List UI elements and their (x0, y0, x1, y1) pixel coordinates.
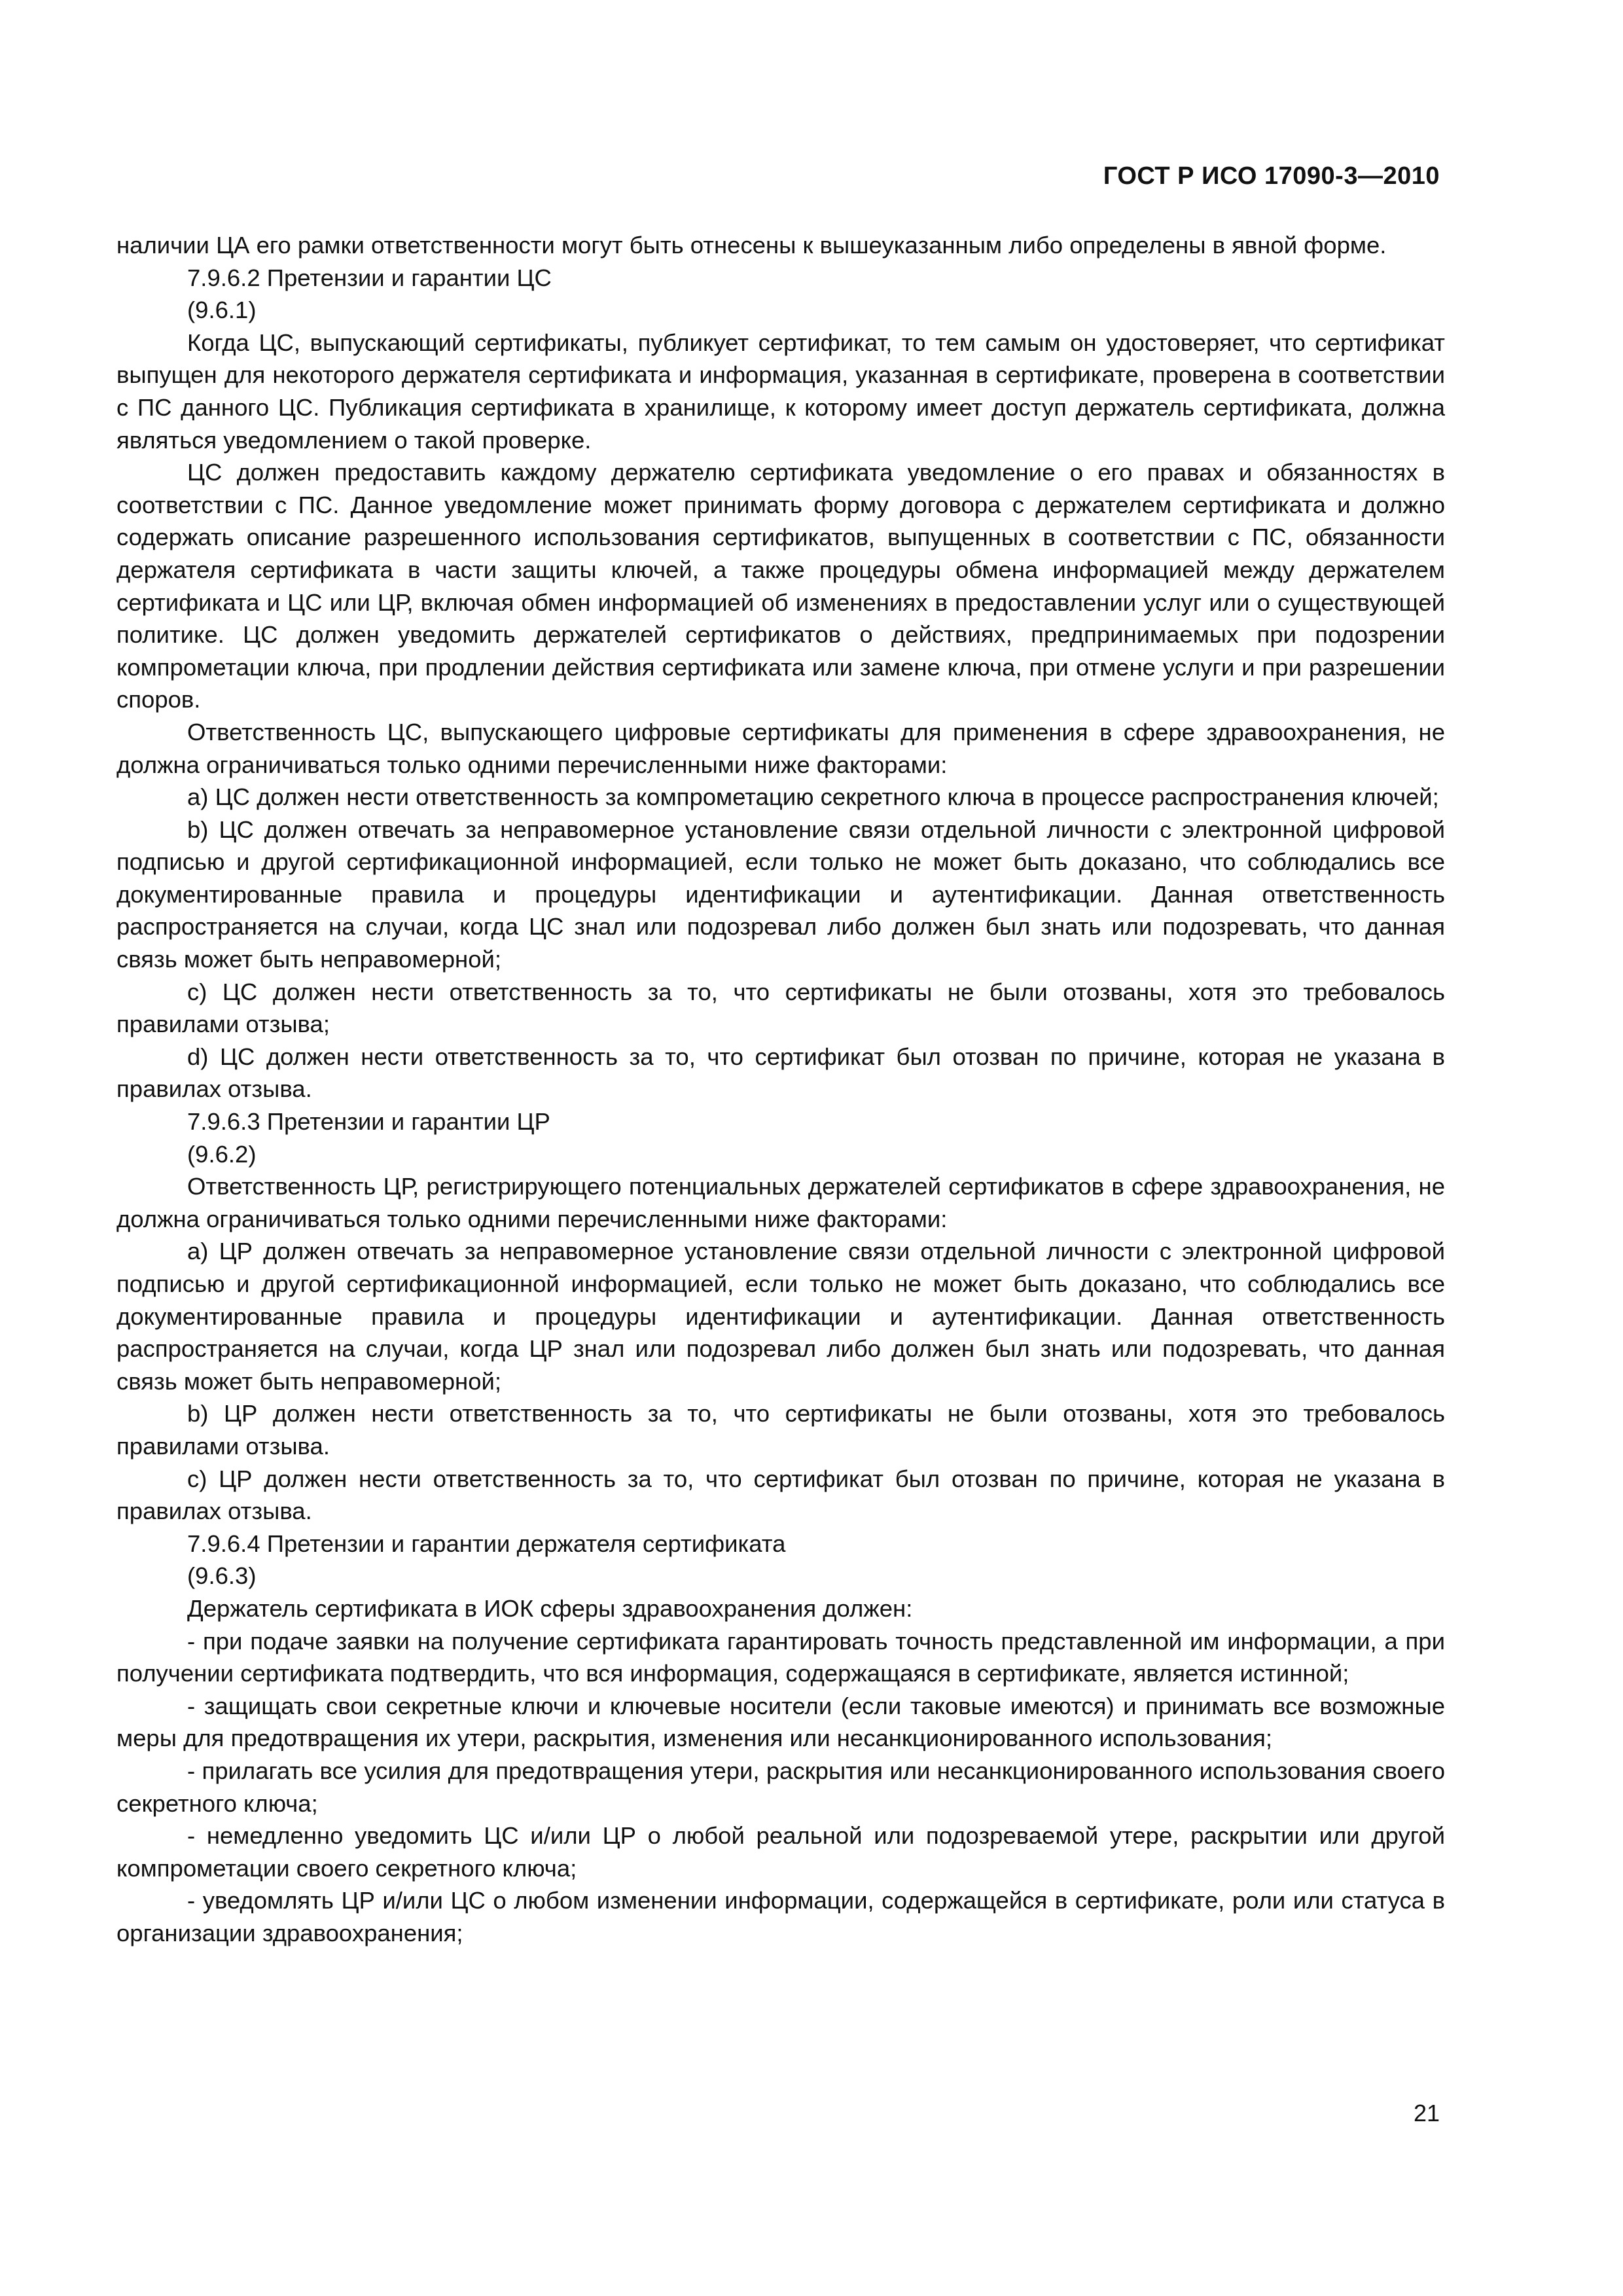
section-reference: (9.6.2) (187, 1140, 257, 1168)
list-item: - при подаче заявки на получение сертификата гарантировать точность представленной им информации, а при получении сертификата подтвердить, что вся информация, содержащаяся в сертификате, является истинной; (116, 1627, 1445, 1687)
paragraph: Ответственность ЦР, регистрирующего потенциальных держателей сертификатов в сфере здравоохранения, не должна ограничиваться только одними перечисленными ниже факторами: (116, 1173, 1445, 1232)
list-item: b) ЦР должен нести ответственность за то, что сертификаты не были отозваны, хотя это требовалось правилами отзыва. (116, 1400, 1445, 1460)
list-item: - прилагать все усилия для предотвращения утери, раскрытия или несанкционированного использования своего секретного ключа; (116, 1757, 1445, 1817)
list-item: a) ЦС должен нести ответственность за компрометацию секретного ключа в процессе распространения ключей; (187, 783, 1439, 811)
list-item: b) ЦС должен отвечать за неправомерное установление связи отдельной личности с электронной цифровой подписью и другой сертификационной информацией, если только не может быть доказано, что соблюдались все документированные правила и процедуры идентификации и аутентификации. Данная ответственность распространяется на случаи, когда ЦС знал или подозревал либо должен был знать или подозревать, что данная связь может быть неправомерной; (116, 816, 1445, 973)
list-item: - уведомлять ЦР и/или ЦС о любом изменении информации, содержащейся в сертификате, роли или статуса в организации здравоохранения; (116, 1887, 1445, 1946)
list-item: c) ЦС должен нести ответственность за то, что сертификаты не были отозваны, хотя это требовалось правилами отзыва; (116, 978, 1445, 1038)
paragraph: Когда ЦС, выпускающий сертификаты, публикует сертификат, то тем самым он удостоверяет, что сертификат выпущен для некоторого держателя сертификата и информация, указанная в сертификате, проверена в соответствии с ПС данного ЦС. Публикация сертификата в хранилище, к которому имеет доступ держатель сертификата, должна являться уведомлением о такой проверке. (116, 329, 1445, 454)
paragraph: ЦС должен предоставить каждому держателю сертификата уведомление о его правах и обязанностях в соответствии с ПС. Данное уведомление может принимать форму договора с держателем сертификата и должно содержать описание разрешенного использования сертификатов, выпущенных в соответствии с ПС, обязанности держателя сертификата в части защиты ключей, а также процедуры обмена информацией между держателем сертификата и ЦС или ЦР, включая обмен информацией об изменениях в предоставлении услуг или о существующей политике. ЦС должен уведомить держателей сертификатов о действиях, предпринимаемых при подозрении компрометации ключа, при продлении действия сертификата или замене ключа, при отмене услуги и при разрешении споров. (116, 459, 1445, 713)
section-heading-7-9-6-2: 7.9.6.2 Претензии и гарантии ЦС (187, 264, 552, 291)
page-number: 21 (1413, 2100, 1440, 2126)
document-header: ГОСТ Р ИСО 17090-3—2010 (1103, 162, 1440, 190)
section-reference: (9.6.1) (187, 296, 257, 324)
list-item: c) ЦР должен нести ответственность за то, что сертификат был отозван по причине, которая не указана в правилах отзыва. (116, 1465, 1445, 1525)
section-heading-7-9-6-3: 7.9.6.3 Претензии и гарантии ЦР (187, 1108, 550, 1136)
list-item: a) ЦР должен отвечать за неправомерное установление связи отдельной личности с электронной цифровой подписью и другой сертификационной информацией, если только не может быть доказано, что соблюдались все документированные правила и процедуры идентификации и аутентификации. Данная ответственность распространяется на случаи, когда ЦР знал или подозревал либо должен был знать или подозревать, что данная связь может быть неправомерной; (116, 1238, 1445, 1395)
paragraph: Ответственность ЦС, выпускающего цифровые сертификаты для применения в сфере здравоохранения, не должна ограничиваться только одними перечисленными ниже факторами: (116, 718, 1445, 778)
section-heading-7-9-6-4: 7.9.6.4 Претензии и гарантии держателя сертификата (187, 1530, 786, 1557)
list-item: d) ЦС должен нести ответственность за то, что сертификат был отозван по причине, которая не указана в правилах отзыва. (116, 1043, 1445, 1103)
section-reference: (9.6.3) (187, 1562, 257, 1590)
list-item: - немедленно уведомить ЦС и/или ЦР о любой реальной или подозреваемой утере, раскрытии или другой компрометации своего секретного ключа; (116, 1822, 1445, 1882)
paragraph-continuation: наличии ЦА его рамки ответственности могут быть отнесены к вышеуказанным либо определены в явной форме. (116, 232, 1387, 259)
list-item: - защищать свои секретные ключи и ключевые носители (если таковые имеются) и принимать все возможные меры для предотвращения их утери, раскрытия, изменения или несанкционированного использования; (116, 1692, 1445, 1752)
document-body (116, 229, 1445, 1949)
paragraph: Держатель сертификата в ИОК сферы здравоохранения должен: (187, 1594, 913, 1622)
